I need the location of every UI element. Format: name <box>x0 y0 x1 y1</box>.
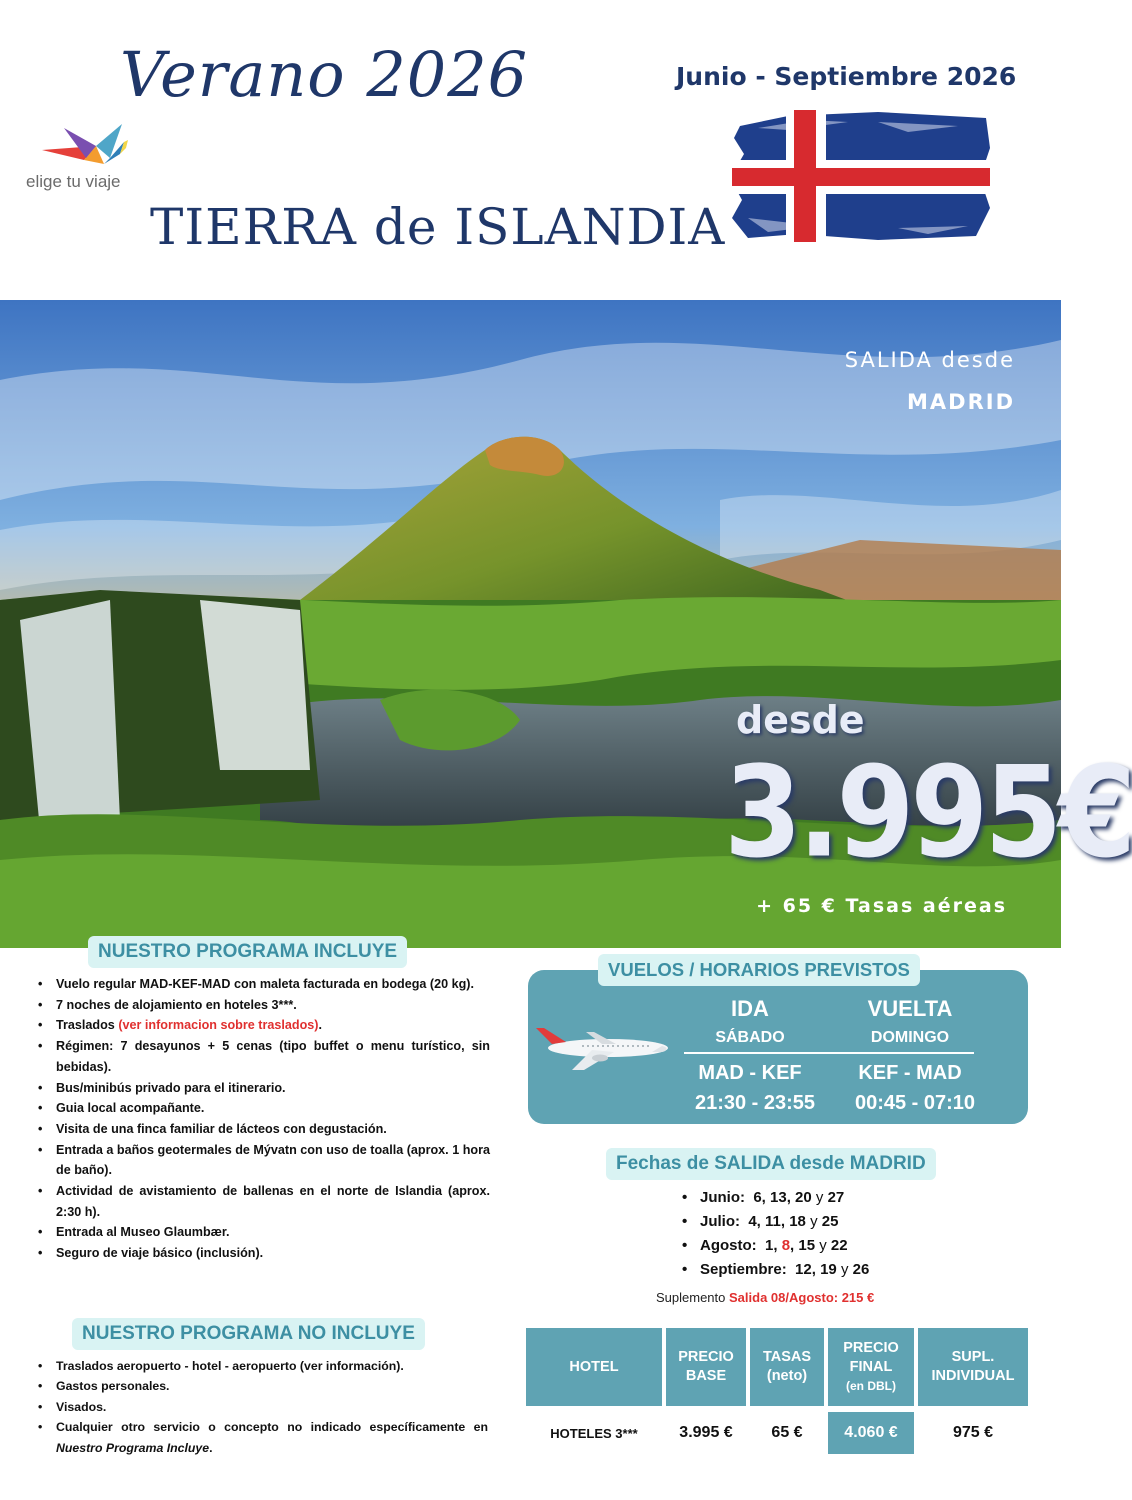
month-dates: 12, 19 <box>795 1261 837 1278</box>
col-header-supl <box>918 1328 1028 1406</box>
outbound-time: 21:30 - 23:55 <box>694 1092 816 1114</box>
header-text: (neto) <box>766 1368 808 1384</box>
list-item-italic: Nuestro Programa Incluye <box>56 1440 210 1455</box>
col-header-final <box>828 1328 914 1406</box>
and-word: y <box>810 1213 818 1230</box>
list-item: • Entrada a baños geotermales de Mývatn con uso de toalla (aprox. 1 hora de baño). <box>36 1140 490 1181</box>
highlight-date: 8 <box>781 1237 791 1254</box>
departure-label: SALIDA desde <box>844 348 1015 372</box>
col-header-tasas <box>750 1328 824 1406</box>
return-day: DOMINGO <box>870 1029 950 1046</box>
outbound-day: SÁBADO <box>715 1029 785 1046</box>
cell-base-price: 3.995 € <box>679 1424 733 1441</box>
list-item: • Seguro de viaje básico (inclusión). <box>36 1243 490 1264</box>
header-text: HOTEL <box>569 1358 619 1375</box>
header-text: SUPL. <box>951 1349 995 1365</box>
list-item <box>680 1234 869 1258</box>
season-title: Verano 2026 <box>120 38 529 111</box>
list-item <box>680 1210 869 1234</box>
month-last: 22 <box>830 1237 848 1254</box>
list-item-end: . <box>209 1440 213 1455</box>
month-dates: 4, 11, 18 <box>748 1213 806 1230</box>
supplement-note <box>656 1290 874 1305</box>
and-word: y <box>840 1261 849 1278</box>
traslados-info-link[interactable]: (ver informacion sobre traslados) <box>118 1018 319 1033</box>
list-item: • Guia local acompañante. <box>36 1098 490 1119</box>
header-text: (en DBL) <box>846 1378 896 1393</box>
list-item: • 7 noches de alojamiento en hoteles 3***. <box>36 995 490 1016</box>
header-text: PRECIO <box>843 1339 899 1356</box>
return-route: KEF - MAD <box>858 1062 962 1084</box>
month-label: Agosto: <box>700 1237 757 1254</box>
list-item: • Visados. <box>36 1397 488 1417</box>
taxes-note: + 65 € Tasas aéreas <box>756 895 1007 917</box>
cell-supl: 975 € <box>952 1424 994 1441</box>
list-item-text: Traslados <box>56 1018 115 1033</box>
hero-price: 3.995€ <box>724 740 1132 886</box>
month-dates: , 15 <box>790 1237 816 1254</box>
header-text: TASAS <box>762 1349 812 1365</box>
month-last: 26 <box>852 1261 870 1278</box>
month-last: 25 <box>821 1213 839 1230</box>
departures-title: Fechas de SALIDA desde MADRID <box>606 1148 936 1180</box>
month-label: Septiembre: <box>700 1261 787 1278</box>
month-last: 27 <box>827 1189 845 1206</box>
outbound-label: IDA <box>731 996 769 1021</box>
airplane-icon <box>522 1018 670 1074</box>
includes-list <box>36 974 490 1264</box>
list-item <box>680 1186 869 1210</box>
month-label: Julio: <box>700 1213 740 1230</box>
col-header-hotel <box>526 1328 662 1406</box>
list-item-end: . <box>318 1018 322 1033</box>
list-item <box>36 1015 490 1036</box>
iceland-flag-icon <box>728 108 998 243</box>
flights-divider <box>684 1052 974 1054</box>
cell-hotel: HOTELES 3*** <box>550 1425 638 1441</box>
flights-title: VUELOS / HORARIOS PREVISTOS <box>598 954 920 986</box>
month-label: Junio: <box>700 1189 745 1206</box>
excludes-list <box>36 1356 488 1458</box>
date-range: Junio - Septiembre 2026 <box>676 62 1017 91</box>
list-item: • Entrada al Museo Glaumbær. <box>36 1222 490 1243</box>
month-dates: 6, 13, 20 <box>753 1189 812 1206</box>
trip-title: TIERRA de ISLANDIA <box>150 198 726 256</box>
and-word: y <box>815 1189 824 1206</box>
month-dates: 1, <box>765 1237 778 1254</box>
list-item: • Vuelo regular MAD-KEF-MAD con maleta facturada en bodega (20 kg). <box>36 974 490 995</box>
list-item: • Visita de una finca familiar de lácteos con degustación. <box>36 1119 490 1140</box>
list-item: • Bus/minibús privado para el itinerario. <box>36 1078 490 1099</box>
brand-tagline: elige tu viaje <box>26 172 121 191</box>
list-item: • Actividad de avistamiento de ballenas en el norte de Islandia (aprox. 2:30 h). <box>36 1181 490 1222</box>
header-text: PRECIO <box>678 1349 734 1365</box>
cell-tasas: 65 € <box>771 1424 803 1441</box>
list-item <box>36 1417 488 1458</box>
list-item: • Régimen: 7 desayunos + 5 cenas (tipo buffet o menu turístico, sin bebidas). <box>36 1036 490 1077</box>
departure-city: MADRID <box>907 390 1015 414</box>
header-text: FINAL <box>849 1358 893 1375</box>
list-item: • Gastos personales. <box>36 1376 488 1396</box>
cell-final-price: 4.060 € <box>828 1412 914 1454</box>
header-text: BASE <box>685 1368 727 1384</box>
list-item <box>680 1258 869 1282</box>
excludes-title: NUESTRO PROGRAMA NO INCLUYE <box>72 1318 425 1350</box>
list-item-text: Cualquier otro servicio o concepto no indicado específicamente en <box>56 1420 488 1435</box>
list-item: • Traslados aeropuerto - hotel - aeropuerto (ver información). <box>36 1356 488 1376</box>
supplement-value: Salida 08/Agosto: 215 € <box>729 1290 875 1305</box>
price-prefix: desde <box>736 698 865 742</box>
col-header-base <box>666 1328 746 1406</box>
return-label: VUELTA <box>867 996 953 1021</box>
outbound-route: MAD - KEF <box>698 1062 802 1084</box>
supplement-label: Suplemento <box>656 1290 726 1305</box>
and-word: y <box>819 1237 827 1254</box>
includes-title: NUESTRO PROGRAMA INCLUYE <box>88 936 407 968</box>
header-text: INDIVIDUAL <box>931 1368 1015 1384</box>
return-time: 00:45 - 07:10 <box>854 1092 976 1114</box>
departures-list <box>680 1186 869 1282</box>
